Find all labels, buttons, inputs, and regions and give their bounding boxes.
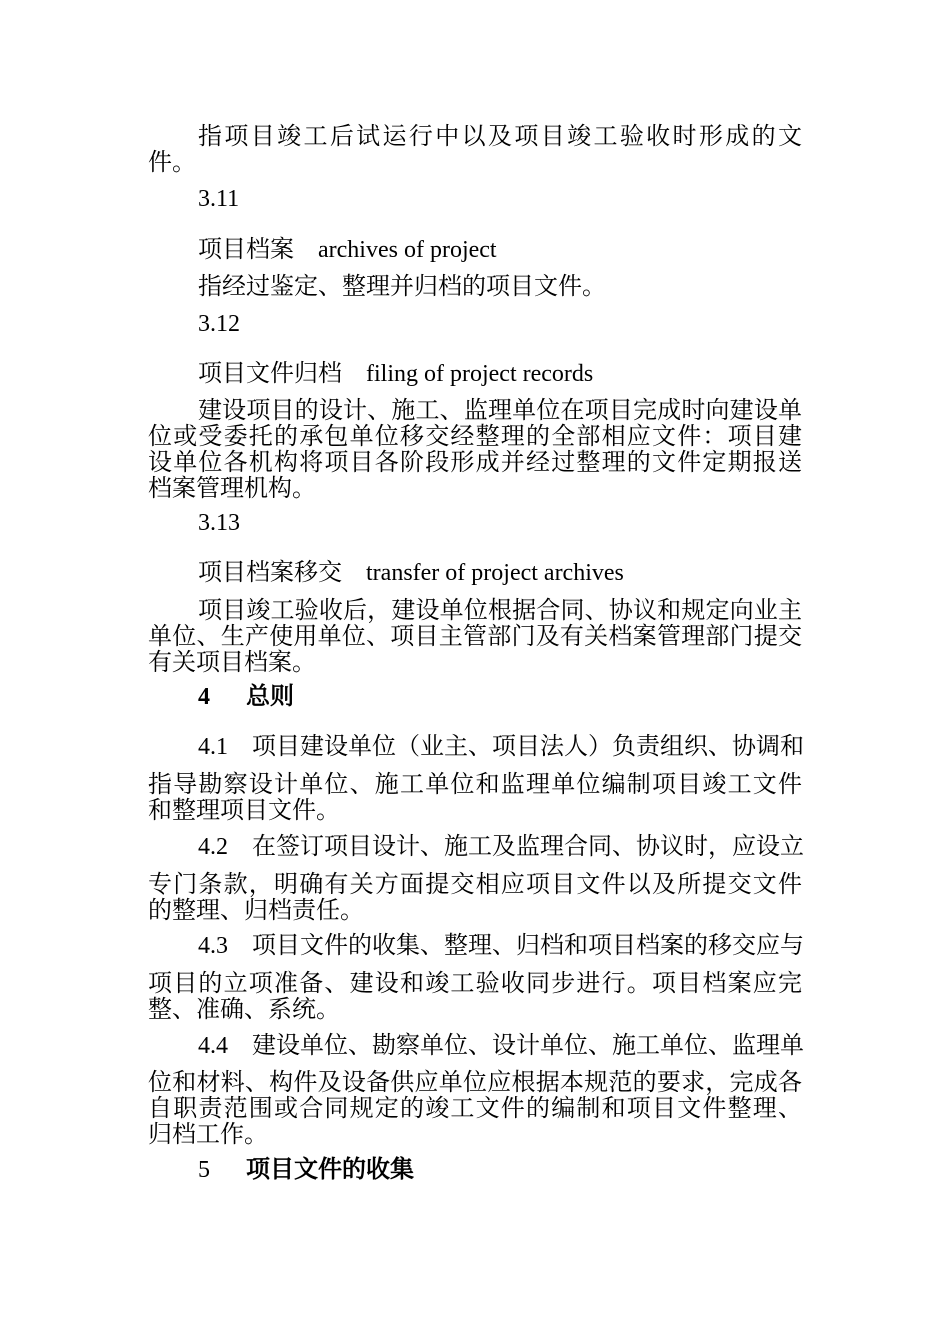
clause-number: 4.1 — [198, 734, 228, 760]
paragraph-line: 设单位各机构将项目各阶段形成并经过整理的文件定期报送 — [148, 450, 802, 476]
paragraph-line: 整、准确、系统。 — [148, 997, 340, 1023]
section-heading — [198, 1156, 802, 1184]
clause-number: 4.4 — [198, 1033, 228, 1059]
paragraph-line: 指导勘察设计单位、施工单位和监理单位编制项目竣工文件 — [148, 772, 802, 798]
paragraph-line: 指经过鉴定、整理并归档的项目文件。 — [198, 274, 606, 300]
paragraph-line: 档案管理机构。 — [148, 476, 316, 502]
clause-number: 4.3 — [198, 933, 228, 959]
term-english: archives of project — [318, 237, 497, 263]
clause-text: 项目建设单位（业主、项目法人）负责组织、协调和 — [252, 734, 804, 760]
clause-number: 4.2 — [198, 834, 228, 860]
paragraph-line: 建设项目的设计、施工、监理单位在项目完成时向建设单 — [198, 398, 802, 424]
term-heading — [198, 360, 802, 388]
paragraph-line: 单位、生产使用单位、项目主管部门及有关档案管理部门提交 — [148, 624, 802, 650]
term-chinese: 项目档案移交 — [198, 560, 342, 586]
term-heading — [198, 236, 802, 264]
paragraph-line: 自职责范围或合同规定的竣工文件的编制和项目文件整理、 — [148, 1096, 802, 1122]
paragraph-line — [198, 833, 802, 861]
section-number: 4 — [198, 684, 210, 710]
paragraph-line: 专门条款，明确有关方面提交相应项目文件以及所提交文件 — [148, 872, 802, 898]
clause-text: 建设单位、勘察单位、设计单位、施工单位、监理单 — [252, 1033, 804, 1059]
paragraph-line: 项目的立项准备、建设和竣工验收同步进行。项目档案应完 — [148, 971, 802, 997]
paragraph-line: 位或受委托的承包单位移交经整理的全部相应文件：项目建 — [148, 424, 802, 450]
clause-text: 项目文件的收集、整理、归档和项目档案的移交应与 — [252, 933, 804, 959]
term-chinese: 项目文件归档 — [198, 361, 342, 387]
clause-number: 3.11 — [198, 186, 240, 212]
term-english: transfer of project archives — [366, 560, 624, 586]
clause-number: 3.13 — [198, 510, 240, 536]
clause-number: 3.12 — [198, 311, 240, 337]
section-number: 5 — [198, 1157, 210, 1183]
paragraph-line — [198, 932, 802, 960]
paragraph-line: 件。 — [148, 150, 196, 176]
section-heading — [198, 683, 802, 711]
term-heading — [198, 559, 802, 587]
paragraph-line — [198, 1032, 802, 1060]
paragraph-line: 的整理、归档责任。 — [148, 898, 364, 924]
paragraph-line: 项目竣工验收后，建设单位根据合同、协议和规定向业主 — [198, 598, 802, 624]
section-title: 总则 — [246, 684, 294, 710]
paragraph-line: 指项目竣工后试运行中以及项目竣工验收时形成的文 — [198, 124, 802, 150]
paragraph-line: 位和材料、构件及设备供应单位应根据本规范的要求，完成各 — [148, 1070, 802, 1096]
paragraph-line — [198, 733, 802, 761]
term-english: filing of project records — [366, 361, 594, 387]
paragraph-line: 有关项目档案。 — [148, 650, 316, 676]
term-chinese: 项目档案 — [198, 237, 294, 263]
clause-text: 在签订项目设计、施工及监理合同、协议时，应设立 — [252, 834, 804, 860]
paragraph-line: 归档工作。 — [148, 1122, 268, 1148]
section-title: 项目文件的收集 — [246, 1157, 414, 1183]
paragraph-line: 和整理项目文件。 — [148, 798, 340, 824]
